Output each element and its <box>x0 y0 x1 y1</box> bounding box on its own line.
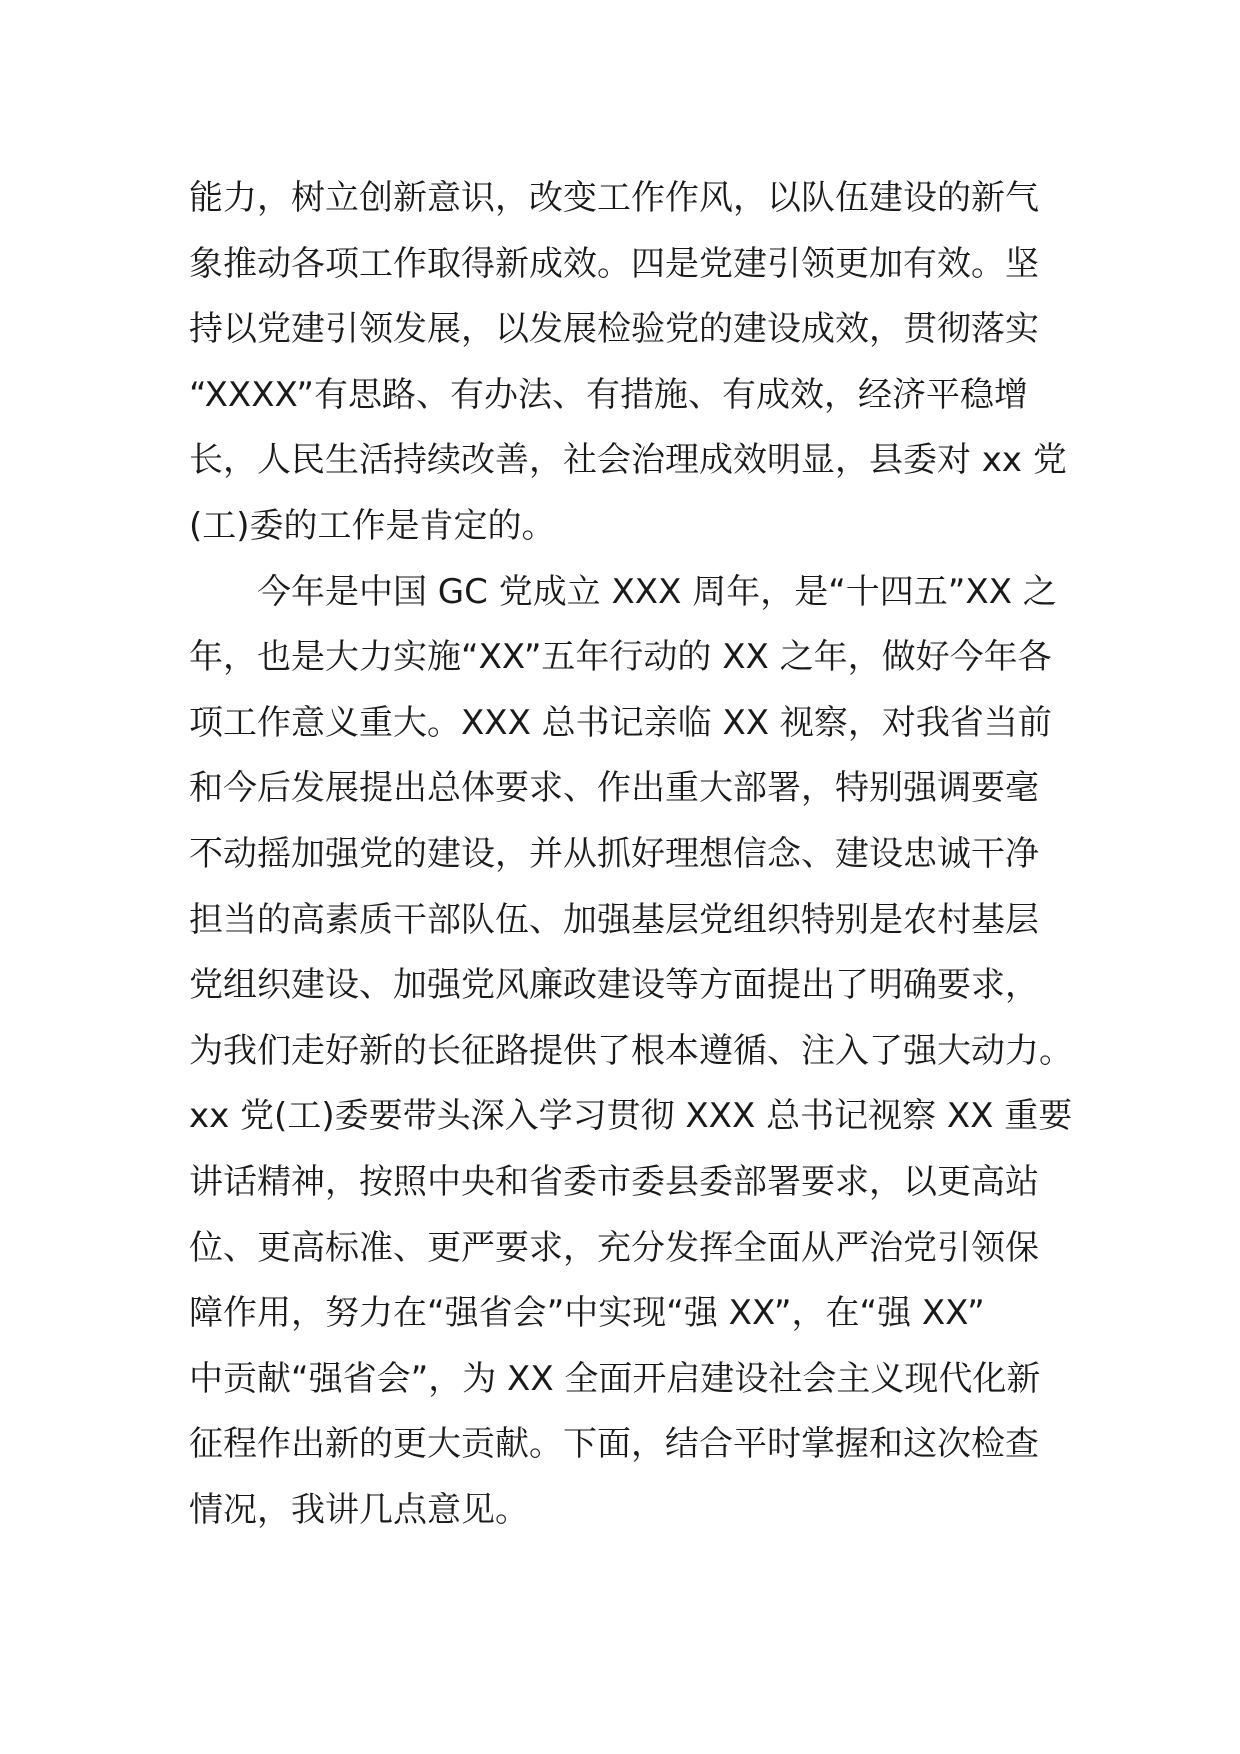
text-line: 情况，我讲几点意见。 <box>189 1489 529 1530</box>
text-line: (工)委的工作是肯定的。 <box>189 505 556 546</box>
text-line: 能力，树立创新意识，改变工作作风，以队伍建设的新气 <box>189 178 1039 218</box>
body-text <box>189 166 1073 1543</box>
text-line: 长，人民生活持续改善，社会治理成效明显，县委对 xx 党 <box>189 440 1067 481</box>
text-line: 项工作意义重大。XXX 总书记亲临 XX 视察，对我省当前 <box>189 702 1052 743</box>
text-line: 和今后发展提出总体要求、作出重大部署，特别强调要毫 <box>189 768 1039 809</box>
text-line: “XXXX”有思路、有办法、有措施、有成效，经济平稳增 <box>189 374 1029 415</box>
text-line: 年，也是大力实施“XX”五年行动的 XX 之年，做好今年各 <box>189 637 1052 678</box>
text-line: 持以党建引领发展，以发展检验党的建设成效，贯彻落实 <box>189 309 1039 350</box>
text-line: 担当的高素质干部队伍、加强基层党组织特别是农村基层 <box>189 899 1039 940</box>
text-line: 位、更高标准、更严要求，充分发挥全面从严治党引领保 <box>189 1227 1039 1268</box>
text-line: xx 党(工)委要带头深入学习贯彻 XXX 总书记视察 XX 重要 <box>189 1096 1073 1137</box>
text-line: 不动摇加强党的建设，并从抓好理想信念、建设忠诚干净 <box>189 833 1039 874</box>
paragraph-start-line: 今年是中国 GC 党成立 XXX 周年，是“十四五”XX 之 <box>189 571 1057 612</box>
text-line: 征程作出新的更大贡献。下面，结合平时掌握和这次检查 <box>189 1424 1039 1465</box>
text-line: 党组织建设、加强党风廉政建设等方面提出了明确要求， <box>189 965 1039 1006</box>
text-line: 为我们走好新的长征路提供了根本遵循、注入了强大动力。 <box>189 1030 1073 1071</box>
text-line: 象推动各项工作取得新成效。四是党建引领更加有效。坚 <box>189 243 1039 284</box>
text-line: 障作用，努力在“强省会”中实现“强 XX”，在“强 XX” <box>189 1293 985 1334</box>
text-line: 中贡献“强省会”，为 XX 全面开启建设社会主义现代化新 <box>189 1358 1041 1399</box>
text-line: 讲话精神，按照中央和省委市委县委部署要求，以更高站 <box>189 1161 1039 1202</box>
